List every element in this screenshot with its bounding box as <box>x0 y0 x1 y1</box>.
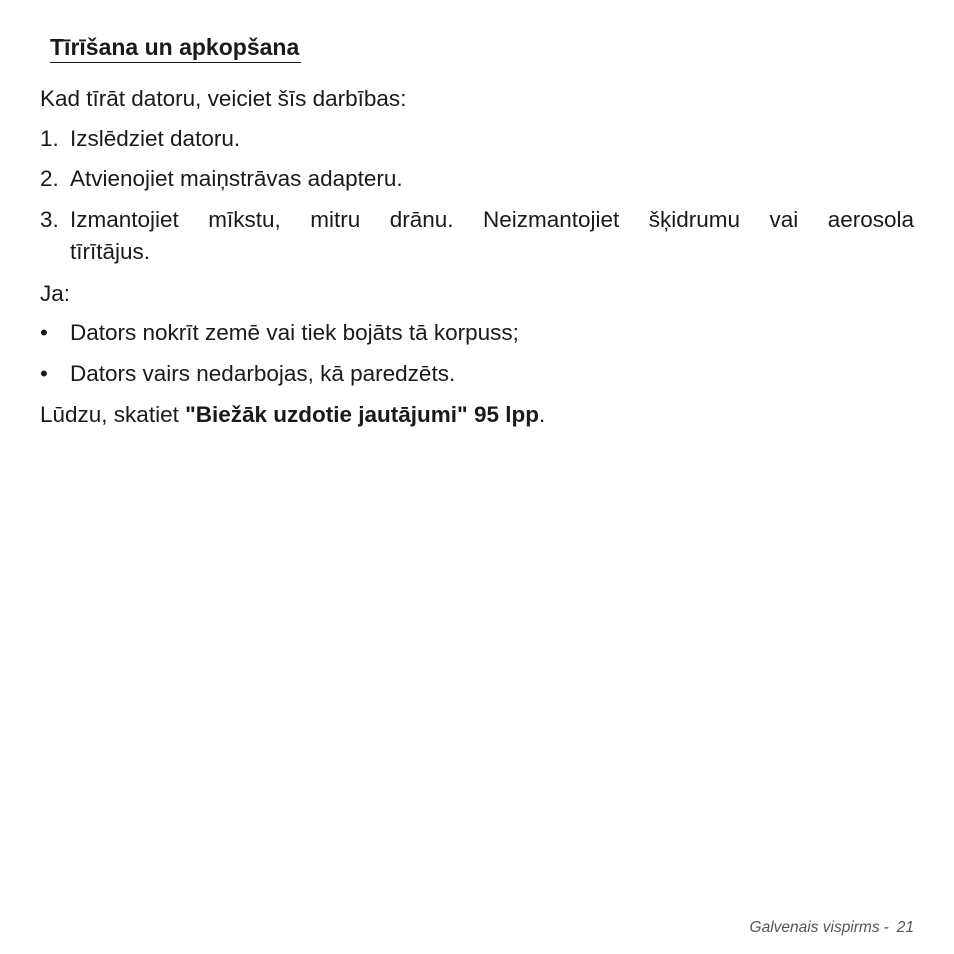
step-number: 3. <box>40 207 59 232</box>
bullet-text: Dators nokrīt zemē vai tiek bojāts tā korpuss; <box>70 320 519 345</box>
faq-reference-link[interactable]: "Biežāk uzdotie jautājumi" 95 lpp <box>185 402 539 427</box>
footer-section-name: Galvenais vispirms <box>749 919 880 936</box>
bullet-text: Dators vairs nedarbojas, kā paredzēts. <box>70 361 456 386</box>
step-text-line-2: tīrītājus. <box>70 239 151 264</box>
bullet-marker: • <box>40 320 48 345</box>
reference-paragraph <box>40 399 545 431</box>
page-footer <box>750 918 914 938</box>
page-number: 21 <box>896 919 914 936</box>
reference-suffix: . <box>539 402 546 427</box>
step-text: Atvienojiet maiņstrāvas adapteru. <box>70 166 403 191</box>
section-heading: Tīrīšana un apkopšana <box>50 32 301 63</box>
step-number: 2. <box>40 166 59 191</box>
step-text-line-1: Izmantojiet mīkstu, mitru drānu. Neizmantojiet šķidrumu vai aerosola <box>70 207 914 232</box>
condition-label: Ja: <box>40 281 71 306</box>
step-text: Izslēdziet datoru. <box>70 126 241 151</box>
footer-separator: - <box>883 919 889 936</box>
reference-prefix: Lūdzu, skatiet <box>40 402 186 427</box>
intro-text: Kad tīrāt datoru, veiciet šīs darbības: <box>40 86 407 111</box>
bullet-marker: • <box>40 361 48 386</box>
step-number: 1. <box>40 126 59 151</box>
